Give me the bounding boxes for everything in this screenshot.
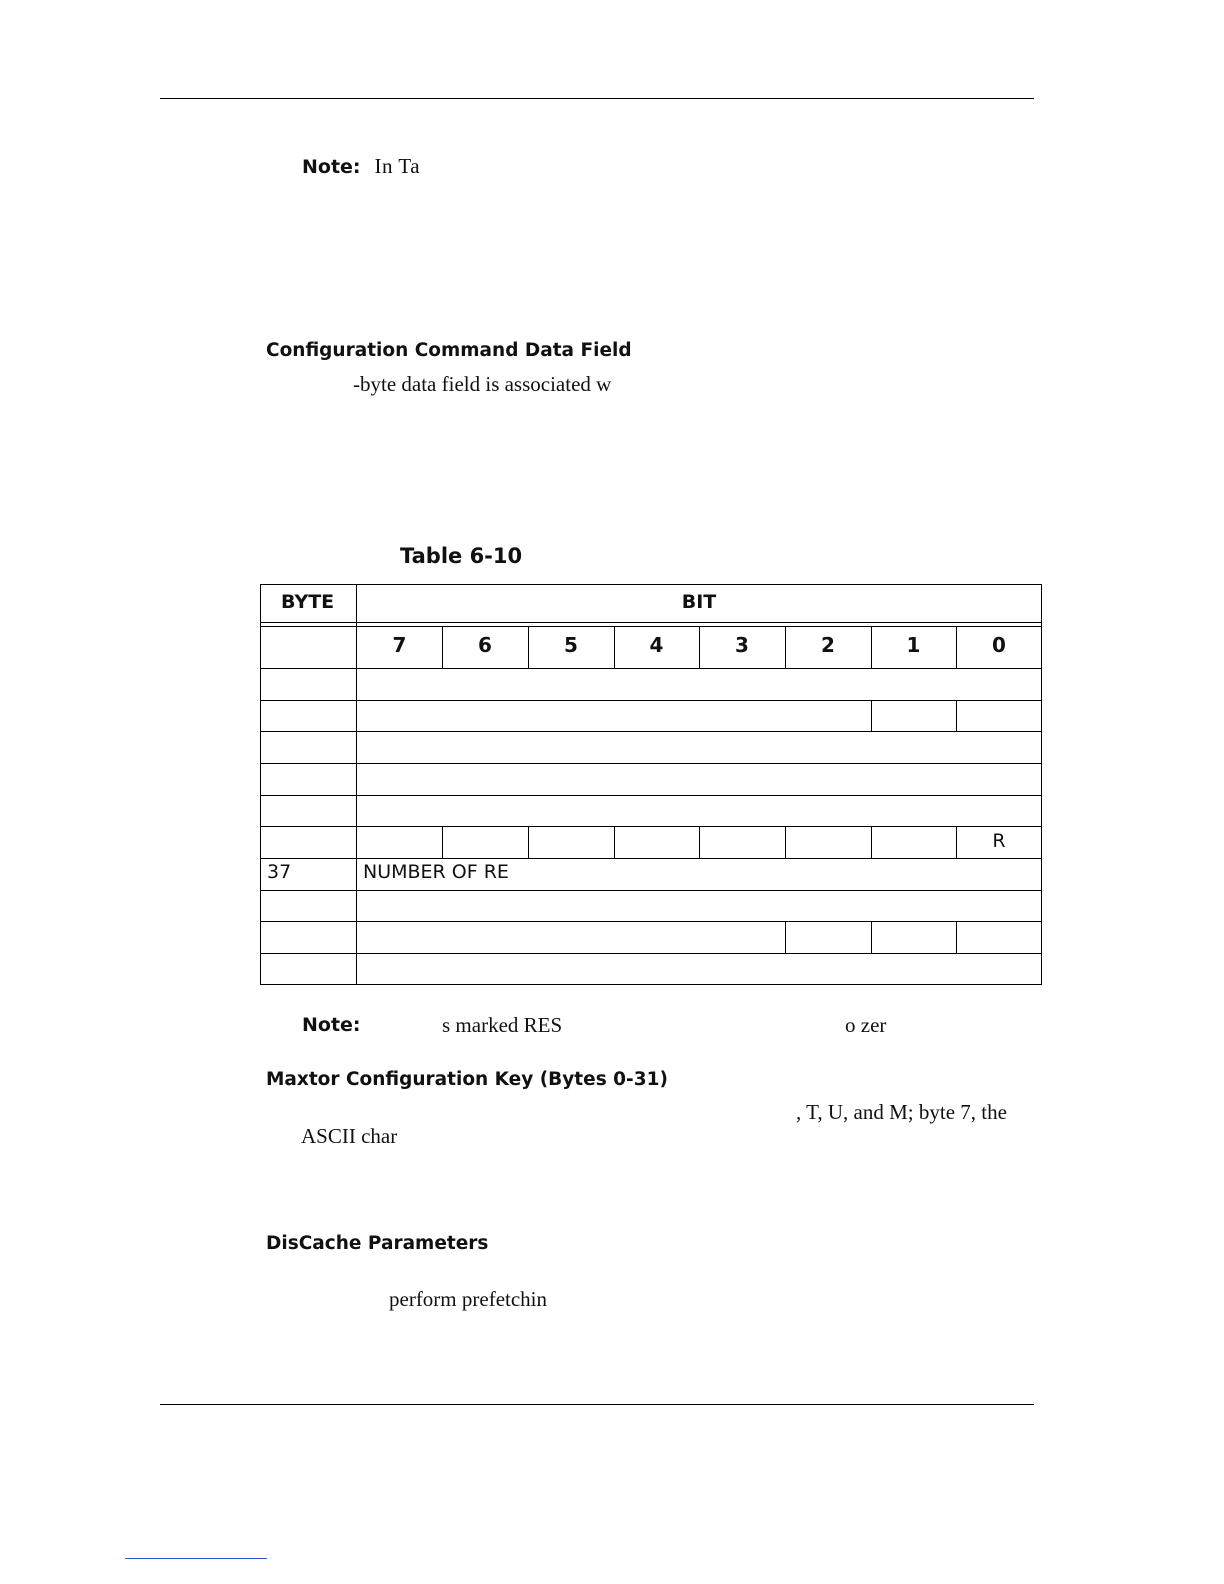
row-line bbox=[261, 795, 1041, 796]
row-line bbox=[261, 826, 1041, 827]
row7-byte-cell: 37 bbox=[267, 861, 292, 883]
vline bbox=[699, 826, 700, 858]
vline bbox=[956, 626, 957, 668]
note-table-text-b: o zer bbox=[845, 1013, 887, 1037]
vline bbox=[871, 700, 872, 731]
note-table-text-a: s marked RES bbox=[442, 1013, 563, 1037]
maxtor-key-line1: , T, U, and M; byte 7, the bbox=[796, 1100, 1007, 1124]
footer-link-underline bbox=[125, 1558, 267, 1559]
footer-rule bbox=[160, 1404, 1034, 1405]
bit-7-label: 7 bbox=[392, 633, 407, 657]
row6-bit0-cell: R bbox=[992, 830, 1006, 852]
bit-0-label: 0 bbox=[992, 633, 1006, 657]
bit-2-label: 2 bbox=[821, 633, 835, 657]
discache-body: perform prefetchin bbox=[389, 1287, 548, 1311]
vline bbox=[871, 626, 872, 668]
vline bbox=[614, 626, 615, 668]
vline bbox=[785, 826, 786, 858]
row7-field-cell: NUMBER OF RE bbox=[363, 861, 509, 883]
bit-5-label: 5 bbox=[564, 633, 578, 657]
vline bbox=[699, 626, 700, 668]
note-text: In Ta bbox=[374, 154, 421, 178]
header-rule bbox=[160, 98, 1034, 99]
vline bbox=[528, 626, 529, 668]
configuration-data-table bbox=[260, 584, 1042, 985]
bit-4-label: 4 bbox=[649, 633, 664, 657]
row-line bbox=[261, 921, 1041, 922]
row-line bbox=[261, 731, 1041, 732]
vline bbox=[442, 626, 443, 668]
vline bbox=[528, 826, 529, 858]
row-line bbox=[261, 858, 1041, 859]
note-label: Note: bbox=[302, 1014, 361, 1036]
heading-discache-parameters: DisCache Parameters bbox=[266, 1233, 489, 1254]
row-line bbox=[261, 890, 1041, 891]
vline bbox=[871, 921, 872, 953]
byte-header: BYTE bbox=[281, 591, 335, 613]
table-caption: Table 6-10 bbox=[400, 544, 523, 568]
byte-column-divider bbox=[356, 585, 357, 984]
vline bbox=[614, 826, 615, 858]
row-line bbox=[261, 668, 1041, 669]
note-table bbox=[302, 1014, 361, 1037]
row-line bbox=[261, 763, 1041, 764]
vline bbox=[871, 826, 872, 858]
bit-3-label: 3 bbox=[735, 633, 749, 657]
bit-6-label: 6 bbox=[478, 633, 492, 657]
vline bbox=[785, 921, 786, 953]
header-double-line-top bbox=[261, 622, 1041, 623]
heading-config-command-data-field: Configuration Command Data Field bbox=[266, 340, 632, 361]
bit-header: BIT bbox=[681, 591, 717, 613]
bit-1-label: 1 bbox=[906, 633, 921, 657]
note-label: Note: bbox=[302, 156, 361, 178]
note-top bbox=[302, 154, 420, 179]
maxtor-key-line2: ASCII char bbox=[301, 1124, 398, 1148]
row-line bbox=[261, 953, 1041, 954]
row-line bbox=[261, 700, 1041, 701]
header-double-line-bottom bbox=[261, 626, 1041, 627]
vline bbox=[785, 626, 786, 668]
heading-maxtor-config-key: Maxtor Configuration Key (Bytes 0-31) bbox=[266, 1069, 668, 1090]
vline bbox=[956, 921, 957, 953]
vline bbox=[442, 826, 443, 858]
vline bbox=[956, 700, 957, 731]
config-command-body: -byte data field is associated w bbox=[353, 372, 612, 396]
